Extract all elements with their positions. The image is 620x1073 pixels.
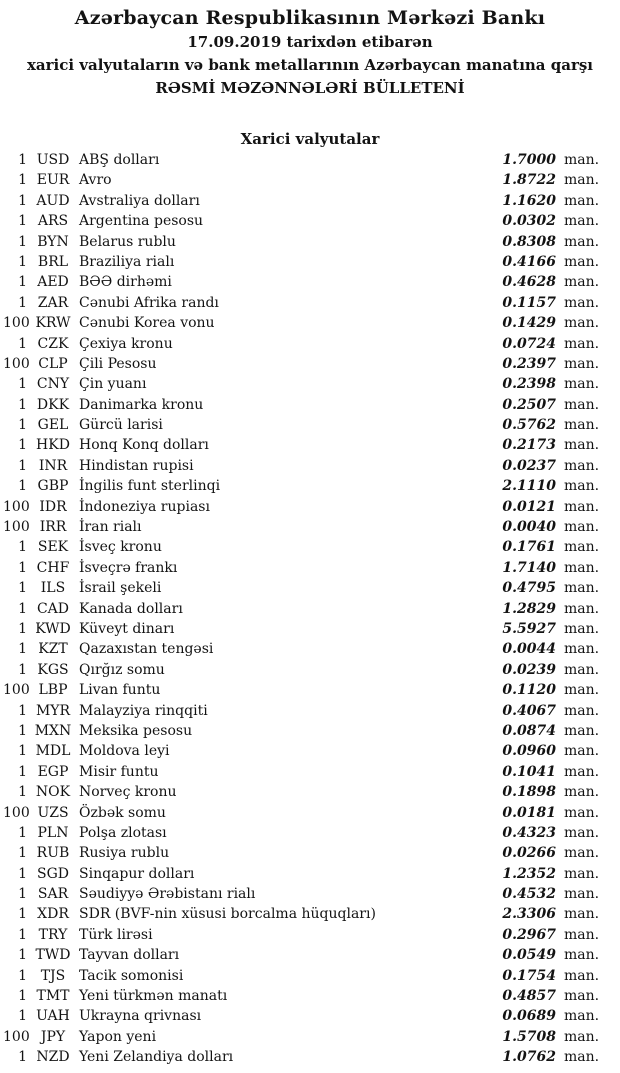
quantity-cell: 100 <box>3 519 30 536</box>
unit-label-cell: man. <box>564 376 600 393</box>
exchange-rate-row <box>3 435 598 455</box>
currency-code-cell: UZS <box>37 804 69 821</box>
exchange-rate-row <box>3 558 598 578</box>
rate-value-cell: 2.1110 <box>502 478 556 495</box>
quantity-cell: 1 <box>18 396 27 413</box>
unit-label-cell: man. <box>564 682 600 699</box>
quantity-cell: 1 <box>18 824 27 841</box>
unit-label-cell: man. <box>564 315 600 332</box>
currency-name-cell: İsveç kronu <box>79 539 162 556</box>
currency-name-cell: Sinqapur dolları <box>79 865 195 882</box>
currency-code-cell: GBP <box>37 478 69 495</box>
currency-code-cell: IRR <box>39 519 67 536</box>
unit-label-cell: man. <box>564 988 600 1005</box>
currency-name-cell: Çexiya kronu <box>79 335 173 352</box>
unit-label-cell: man. <box>564 274 600 291</box>
exchange-rate-row <box>3 945 598 965</box>
currency-code-cell: TMT <box>36 988 70 1005</box>
exchange-rate-row <box>3 578 598 598</box>
unit-label-cell: man. <box>564 294 600 311</box>
currency-name-cell: İran rialı <box>79 519 142 536</box>
quantity-cell: 1 <box>18 865 27 882</box>
unit-label-cell: man. <box>564 1049 600 1066</box>
exchange-rate-row <box>3 293 598 313</box>
currency-name-cell: İsveçrə frankı <box>79 559 178 576</box>
quantity-cell: 1 <box>18 1008 27 1025</box>
exchange-rate-row <box>3 986 598 1006</box>
rate-value-cell: 1.7140 <box>502 559 556 576</box>
quantity-cell: 100 <box>3 804 30 821</box>
rate-value-cell: 0.0960 <box>502 743 556 760</box>
unit-label-cell: man. <box>564 437 600 454</box>
quantity-cell: 100 <box>3 315 30 332</box>
rate-value-cell: 0.1754 <box>502 967 556 984</box>
rate-value-cell: 1.1620 <box>502 192 556 209</box>
quantity-cell: 1 <box>18 213 27 230</box>
currency-name-cell: Yeni Zelandiya dolları <box>79 1049 234 1066</box>
rate-value-cell: 0.0237 <box>502 457 556 474</box>
unit-label-cell: man. <box>564 539 600 556</box>
rate-value-cell: 0.1898 <box>502 784 556 801</box>
currency-name-cell: Meksika pesosu <box>79 722 193 739</box>
quantity-cell: 1 <box>18 886 27 903</box>
unit-label-cell: man. <box>564 906 600 923</box>
quantity-cell: 1 <box>18 763 27 780</box>
quantity-cell: 1 <box>18 437 27 454</box>
currency-code-cell: RUB <box>36 845 70 862</box>
currency-name-cell: Avstraliya dolları <box>79 192 200 209</box>
exchange-rate-row <box>3 456 598 476</box>
rate-value-cell: 0.4166 <box>502 253 556 270</box>
unit-label-cell: man. <box>564 355 600 372</box>
exchange-rate-row <box>3 313 598 333</box>
currency-code-cell: INR <box>38 457 68 474</box>
rate-value-cell: 0.0121 <box>502 498 556 515</box>
exchange-rate-row <box>3 476 598 496</box>
currency-name-cell: Kanada dolları <box>79 600 183 617</box>
exchange-rate-row <box>3 497 598 517</box>
unit-label-cell: man. <box>564 926 600 943</box>
quantity-cell: 1 <box>18 967 27 984</box>
exchange-rate-row <box>3 884 598 904</box>
currency-code-cell: TWD <box>35 947 71 964</box>
unit-label-cell: man. <box>564 1008 600 1025</box>
exchange-rate-row <box>3 1047 598 1067</box>
exchange-rate-row <box>3 517 598 537</box>
rate-value-cell: 0.1041 <box>502 763 556 780</box>
unit-label-cell: man. <box>564 743 600 760</box>
currency-name-cell: Misir funtu <box>79 763 159 780</box>
currency-name-cell: İngilis funt sterlinqi <box>79 478 221 495</box>
exchange-rate-row <box>3 232 598 252</box>
currency-name-cell: Çin yuanı <box>79 376 147 393</box>
currency-name-cell: Tacik somonisi <box>79 967 184 984</box>
exchange-rate-row <box>3 1006 598 1026</box>
currency-code-cell: MYR <box>35 702 71 719</box>
unit-label-cell: man. <box>564 152 600 168</box>
currency-code-cell: TRY <box>38 926 68 943</box>
unit-label-cell: man. <box>564 804 600 821</box>
exchange-rate-row <box>3 660 598 680</box>
currency-code-cell: TJS <box>40 967 66 984</box>
quantity-cell: 1 <box>18 152 27 168</box>
exchange-rate-row <box>3 762 598 782</box>
rate-value-cell: 2.3306 <box>502 906 556 923</box>
currency-name-cell: Avro <box>79 172 112 189</box>
quantity-cell: 1 <box>18 376 27 393</box>
quantity-cell: 100 <box>3 682 30 699</box>
unit-label-cell: man. <box>564 478 600 495</box>
currency-code-cell: NZD <box>36 1049 70 1066</box>
rate-value-cell: 0.0044 <box>502 641 556 658</box>
exchange-rate-row <box>3 395 598 415</box>
quantity-cell: 1 <box>18 784 27 801</box>
rate-value-cell: 0.2967 <box>502 926 556 943</box>
currency-name-cell: Braziliya rialı <box>79 253 175 270</box>
quantity-cell: 1 <box>18 478 27 495</box>
rate-value-cell: 0.1157 <box>502 294 556 311</box>
currency-code-cell: SAR <box>37 886 69 903</box>
quantity-cell: 1 <box>18 335 27 352</box>
rate-value-cell: 1.5708 <box>502 1028 556 1045</box>
exchange-rate-row <box>3 1027 598 1047</box>
quantity-cell: 1 <box>18 722 27 739</box>
exchange-rate-row <box>3 252 598 272</box>
quantity-cell: 100 <box>3 498 30 515</box>
unit-label-cell: man. <box>564 213 600 230</box>
exchange-rate-row <box>3 864 598 884</box>
bulletin-subtitle: xarici valyutaların və bank metallarının Azərbaycan manatına qarşı <box>26 56 594 74</box>
currency-code-cell: ILS <box>40 580 66 597</box>
currency-name-cell: Yeni türkmən manatı <box>79 988 228 1005</box>
quantity-cell: 1 <box>18 702 27 719</box>
currency-code-cell: CAD <box>36 600 70 617</box>
quantity-cell: 1 <box>18 988 27 1005</box>
currency-code-cell: KZT <box>38 641 68 658</box>
quantity-cell: 1 <box>18 233 27 250</box>
exchange-rate-row <box>3 211 598 231</box>
currency-name-cell: Qırğız somu <box>79 661 165 678</box>
exchange-rate-row <box>3 680 598 700</box>
quantity-cell: 1 <box>18 253 27 270</box>
currency-name-cell: Polşa zlotası <box>79 824 167 841</box>
unit-label-cell: man. <box>564 845 600 862</box>
rate-value-cell: 0.0302 <box>502 213 556 230</box>
currency-name-cell: Malayziya rinqqiti <box>79 702 208 719</box>
exchange-rate-row <box>3 701 598 721</box>
currency-name-cell: İndoneziya rupiası <box>79 498 210 515</box>
unit-label-cell: man. <box>564 417 600 434</box>
rate-value-cell: 0.2397 <box>502 355 556 372</box>
currency-name-cell: BƏƏ dirhəmi <box>79 274 172 291</box>
currency-code-cell: DKK <box>36 396 70 413</box>
rate-value-cell: 0.2507 <box>502 396 556 413</box>
quantity-cell: 1 <box>18 600 27 617</box>
exchange-rate-row <box>3 170 598 190</box>
unit-label-cell: man. <box>564 722 600 739</box>
rate-value-cell: 1.7000 <box>502 152 556 168</box>
unit-label-cell: man. <box>564 396 600 413</box>
exchange-rate-row <box>3 925 598 945</box>
rate-value-cell: 1.2829 <box>502 600 556 617</box>
currency-code-cell: ZAR <box>37 294 69 311</box>
currency-code-cell: CNY <box>36 376 70 393</box>
currency-code-cell: UAH <box>36 1008 70 1025</box>
quantity-cell: 100 <box>3 355 30 372</box>
currency-code-cell: NOK <box>35 784 71 801</box>
currency-code-cell: EUR <box>36 172 70 189</box>
rate-value-cell: 0.0549 <box>502 947 556 964</box>
quantity-cell: 1 <box>18 172 27 189</box>
exchange-rates-table <box>0 150 620 1068</box>
currency-name-cell: Moldova leyi <box>79 743 170 760</box>
quantity-cell: 1 <box>18 457 27 474</box>
rate-value-cell: 0.1429 <box>502 315 556 332</box>
quantity-cell: 1 <box>18 661 27 678</box>
rate-value-cell: 0.1120 <box>502 682 556 699</box>
rate-value-cell: 1.2352 <box>502 865 556 882</box>
exchange-rate-row <box>3 843 598 863</box>
rate-value-cell: 0.4067 <box>502 702 556 719</box>
unit-label-cell: man. <box>564 580 600 597</box>
rate-value-cell: 0.0239 <box>502 661 556 678</box>
currency-name-cell: Tayvan dolları <box>79 947 180 964</box>
rate-value-cell: 0.0266 <box>502 845 556 862</box>
unit-label-cell: man. <box>564 559 600 576</box>
currency-name-cell: ABŞ dolları <box>79 152 160 168</box>
rate-value-cell: 1.8722 <box>502 172 556 189</box>
currency-code-cell: LBP <box>38 682 68 699</box>
rate-value-cell: 1.0762 <box>502 1049 556 1066</box>
unit-label-cell: man. <box>564 641 600 658</box>
currency-name-cell: Norveç kronu <box>79 784 177 801</box>
unit-label-cell: man. <box>564 886 600 903</box>
unit-label-cell: man. <box>564 233 600 250</box>
quantity-cell: 1 <box>18 192 27 209</box>
currency-name-cell: Gürcü larisi <box>79 417 163 434</box>
quantity-cell: 1 <box>18 559 27 576</box>
quantity-cell: 1 <box>18 1049 27 1066</box>
currency-code-cell: ARS <box>37 213 69 230</box>
rate-value-cell: 0.4323 <box>502 824 556 841</box>
currency-name-cell: Qazaxıstan tengəsi <box>79 641 214 658</box>
currency-code-cell: XDR <box>37 906 69 923</box>
unit-label-cell: man. <box>564 172 600 189</box>
quantity-cell: 1 <box>18 539 27 556</box>
effective-date-line: 17.09.2019 tarixdən etibarən <box>187 33 433 51</box>
quantity-cell: 1 <box>18 294 27 311</box>
currency-code-cell: KRW <box>35 315 71 332</box>
rate-value-cell: 0.4795 <box>502 580 556 597</box>
unit-label-cell: man. <box>564 784 600 801</box>
currency-name-cell: Ukrayna qrivnası <box>79 1008 202 1025</box>
exchange-rate-row <box>3 803 598 823</box>
currency-code-cell: CZK <box>37 335 69 352</box>
currency-code-cell: BRL <box>37 253 69 270</box>
exchange-rate-row <box>3 904 598 924</box>
currency-code-cell: USD <box>36 152 70 168</box>
currency-code-cell: BYN <box>37 233 69 250</box>
currency-name-cell: Danimarka kronu <box>79 396 204 413</box>
exchange-rate-row <box>3 741 598 761</box>
currency-name-cell: Livan funtu <box>79 682 161 699</box>
unit-label-cell: man. <box>564 702 600 719</box>
currency-name-cell: Cənubi Afrika randı <box>79 294 219 311</box>
currency-code-cell: AUD <box>36 192 70 209</box>
currency-name-cell: Səudiyyə Ərəbistanı rialı <box>79 886 256 903</box>
rate-value-cell: 0.2398 <box>502 376 556 393</box>
quantity-cell: 1 <box>18 641 27 658</box>
currency-name-cell: Küveyt dinarı <box>79 620 175 637</box>
rate-value-cell: 0.0040 <box>502 519 556 536</box>
exchange-rate-row <box>3 639 598 659</box>
bank-name-title: Azərbaycan Respublikasının Mərkəzi Bankı <box>74 7 546 29</box>
currency-code-cell: KGS <box>37 661 69 678</box>
rate-value-cell: 0.5762 <box>502 417 556 434</box>
exchange-rate-row <box>3 721 598 741</box>
bulletin-header <box>0 5 620 100</box>
currency-code-cell: JPY <box>40 1028 66 1045</box>
unit-label-cell: man. <box>564 824 600 841</box>
quantity-cell: 1 <box>18 274 27 291</box>
rate-value-cell: 0.0874 <box>502 722 556 739</box>
unit-label-cell: man. <box>564 661 600 678</box>
quantity-cell: 1 <box>18 906 27 923</box>
currency-name-cell: Türk lirəsi <box>79 926 153 943</box>
quantity-cell: 1 <box>18 845 27 862</box>
quantity-cell: 1 <box>18 926 27 943</box>
currency-code-cell: KWD <box>35 620 71 637</box>
rate-value-cell: 0.4532 <box>502 886 556 903</box>
quantity-cell: 1 <box>18 417 27 434</box>
currency-name-cell: Argentina pesosu <box>79 213 204 230</box>
rate-value-cell: 0.8308 <box>502 233 556 250</box>
currency-name-cell: Yapon yeni <box>79 1028 157 1045</box>
quantity-cell: 100 <box>3 1028 30 1045</box>
currency-name-cell: Cənubi Korea vonu <box>79 315 215 332</box>
currency-code-cell: MXN <box>34 722 72 739</box>
currency-code-cell: MDL <box>35 743 71 760</box>
currency-code-cell: GEL <box>37 417 69 434</box>
unit-label-cell: man. <box>564 947 600 964</box>
unit-label-cell: man. <box>564 865 600 882</box>
exchange-rate-row <box>3 374 598 394</box>
bulletin-title: RƏSMİ MƏZƏNNƏLƏRİ BÜLLETENİ <box>155 79 465 97</box>
section-title-foreign-currencies: Xarici valyutalar <box>240 130 380 148</box>
quantity-cell: 1 <box>18 580 27 597</box>
currency-code-cell: PLN <box>37 824 69 841</box>
currency-name-cell: Çili Pesosu <box>79 355 157 372</box>
unit-label-cell: man. <box>564 335 600 352</box>
exchange-rate-row <box>3 415 598 435</box>
unit-label-cell: man. <box>564 763 600 780</box>
exchange-rate-row <box>3 823 598 843</box>
exchange-rate-row <box>3 619 598 639</box>
currency-name-cell: SDR (BVF-nin xüsusi borcalma hüquqları) <box>79 906 376 923</box>
currency-code-cell: HKD <box>36 437 70 454</box>
rate-value-cell: 0.0724 <box>502 335 556 352</box>
quantity-cell: 1 <box>18 620 27 637</box>
currency-code-cell: CLP <box>38 355 68 372</box>
quantity-cell: 1 <box>18 743 27 760</box>
currency-name-cell: Özbək somu <box>79 804 166 821</box>
rate-value-cell: 0.4857 <box>502 988 556 1005</box>
rate-value-cell: 0.1761 <box>502 539 556 556</box>
rate-value-cell: 0.0689 <box>502 1008 556 1025</box>
rate-value-cell: 0.2173 <box>502 437 556 454</box>
exchange-rate-row <box>3 334 598 354</box>
rate-value-cell: 0.4628 <box>502 274 556 291</box>
unit-label-cell: man. <box>564 519 600 536</box>
rate-value-cell: 5.5927 <box>502 620 556 637</box>
exchange-rate-row <box>3 537 598 557</box>
rate-value-cell: 0.0181 <box>502 804 556 821</box>
exchange-rate-row <box>3 150 598 170</box>
currency-code-cell: SEK <box>37 539 69 556</box>
unit-label-cell: man. <box>564 192 600 209</box>
unit-label-cell: man. <box>564 600 600 617</box>
unit-label-cell: man. <box>564 498 600 515</box>
exchange-rate-row <box>3 782 598 802</box>
exchange-rate-row <box>3 599 598 619</box>
currency-code-cell: AED <box>37 274 69 291</box>
exchange-rate-row <box>3 272 598 292</box>
currency-code-cell: CHF <box>36 559 70 576</box>
exchange-rate-row <box>3 966 598 986</box>
currency-name-cell: Hindistan rupisi <box>79 457 194 474</box>
currency-code-cell: IDR <box>39 498 67 515</box>
unit-label-cell: man. <box>564 457 600 474</box>
exchange-rate-row <box>3 354 598 374</box>
unit-label-cell: man. <box>564 1028 600 1045</box>
currency-name-cell: İsrail şekeli <box>79 580 162 597</box>
unit-label-cell: man. <box>564 253 600 270</box>
currency-name-cell: Belarus rublu <box>79 233 176 250</box>
exchange-rate-row <box>3 191 598 211</box>
unit-label-cell: man. <box>564 967 600 984</box>
unit-label-cell: man. <box>564 620 600 637</box>
currency-code-cell: EGP <box>37 763 69 780</box>
currency-code-cell: SGD <box>37 865 69 882</box>
quantity-cell: 1 <box>18 947 27 964</box>
currency-name-cell: Honq Konq dolları <box>79 437 209 454</box>
currency-name-cell: Rusiya rublu <box>79 845 170 862</box>
